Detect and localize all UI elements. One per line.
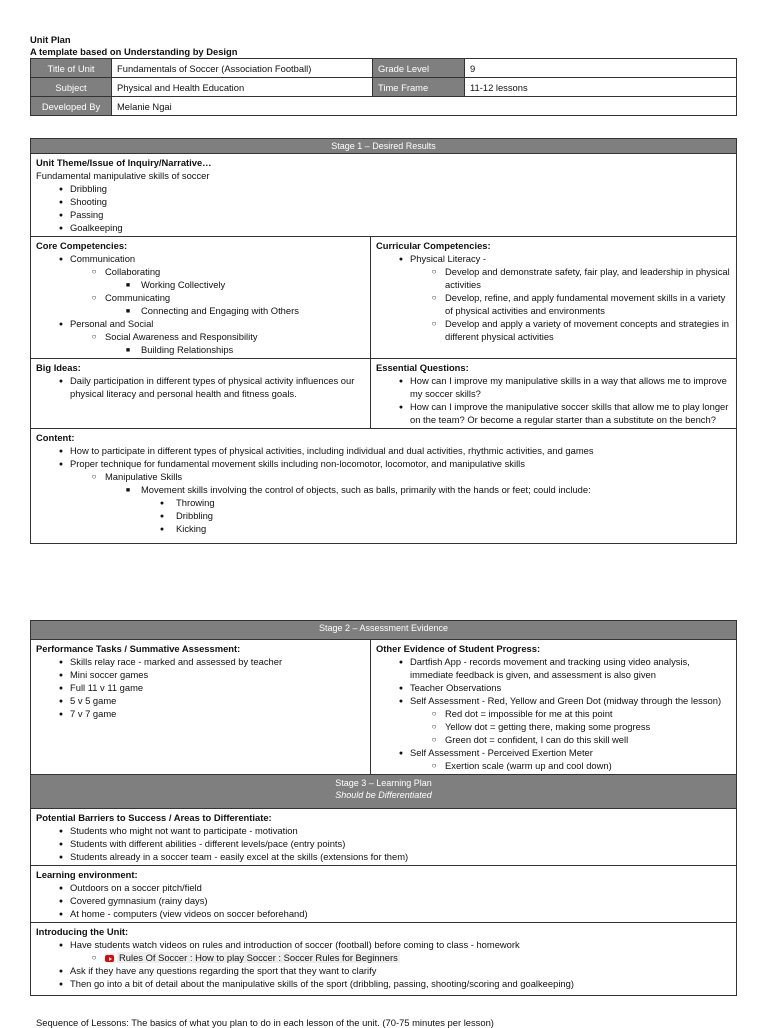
list-item: ● Then go into a bit of detail about the manipulative skills of the sport (dribbling, passing, shooting/scoring and goalkeeping) bbox=[36, 977, 731, 990]
introducing-unit-cell bbox=[31, 923, 737, 996]
youtube-icon bbox=[105, 955, 114, 962]
essential-questions-list bbox=[376, 374, 731, 426]
introducing-unit-heading: Introducing the Unit: bbox=[36, 926, 129, 937]
unit-theme-heading: Unit Theme/Issue of Inquiry/Narrative… bbox=[36, 157, 212, 168]
time-frame-value: 11-12 lessons bbox=[465, 78, 737, 97]
developed-by-label: Developed By bbox=[31, 97, 112, 116]
list-item: ● Physical Literacy - bbox=[376, 252, 731, 265]
stage3-subheader: Should be Differentiated bbox=[335, 790, 432, 800]
curricular-competencies-list bbox=[376, 252, 731, 343]
list-item: ● Personal and Social bbox=[36, 317, 365, 330]
big-ideas-heading: Big Ideas: bbox=[36, 362, 81, 373]
content-list bbox=[36, 444, 731, 535]
list-item: ● Daily participation in different types of physical activity influences our physical literacy and personal health and fitness goals. bbox=[36, 374, 365, 400]
list-item: ○ Develop, refine, and apply fundamental movement skills in a variety of physical activities and environments bbox=[376, 291, 731, 317]
list-item bbox=[36, 951, 731, 964]
curricular-competencies-cell bbox=[371, 237, 737, 359]
unit-theme-text: Fundamental manipulative skills of soccer bbox=[36, 170, 210, 181]
other-evidence-cell bbox=[371, 640, 737, 775]
doc-title: Unit Plan bbox=[30, 34, 71, 45]
list-item: ● Skills relay race - marked and assessed by teacher bbox=[36, 655, 365, 668]
list-item: ● How can I improve my manipulative skills in a way that allows me to improve my soccer skills? bbox=[376, 374, 731, 400]
developed-by-value: Melanie Ngai bbox=[112, 97, 737, 116]
performance-tasks-heading: Performance Tasks / Summative Assessment: bbox=[36, 643, 241, 654]
list-item: ● At home - computers (view videos on soccer beforehand) bbox=[36, 907, 731, 920]
list-item: ● Ask if they have any questions regarding the sport that they want to clarify bbox=[36, 964, 731, 977]
list-item: ● Dartfish App - records movement and tracking using video analysis, immediate feedback is given, and assessment is also given bbox=[376, 655, 731, 681]
subject-value: Physical and Health Education bbox=[112, 78, 373, 97]
stage1-table bbox=[30, 138, 737, 544]
list-item: ● Communication bbox=[36, 252, 365, 265]
list-item: ○ Manipulative Skills bbox=[36, 470, 731, 483]
learning-environment-cell bbox=[31, 866, 737, 923]
list-item: ● Self Assessment - Red, Yellow and Green Dot (midway through the lesson) bbox=[376, 694, 731, 707]
list-item: ○ Red dot = impossible for me at this point bbox=[376, 707, 731, 720]
list-item: ● Students with different abilities - different levels/pace (entry points) bbox=[36, 837, 731, 850]
essential-questions-cell bbox=[371, 359, 737, 429]
list-item: ■ Working Collectively bbox=[36, 278, 365, 291]
barriers-heading: Potential Barriers to Success / Areas to Differentiate: bbox=[36, 812, 272, 823]
list-item: ■ Connecting and Engaging with Others bbox=[36, 304, 365, 317]
unit-meta-table bbox=[30, 58, 737, 116]
performance-tasks-cell bbox=[31, 640, 371, 775]
grade-level-value: 9 bbox=[465, 59, 737, 78]
list-item: ○ Collaborating bbox=[36, 265, 365, 278]
list-item: ● Passing bbox=[36, 208, 731, 221]
list-item: ○ Communicating bbox=[36, 291, 365, 304]
other-evidence-heading: Other Evidence of Student Progress: bbox=[376, 643, 541, 654]
stage1-header: Stage 1 – Desired Results bbox=[31, 139, 737, 154]
list-item: ● Proper technique for fundamental movement skills including non-locomotor, locomotor, and manipulative skills bbox=[36, 457, 731, 470]
list-item: ● Shooting bbox=[36, 195, 731, 208]
essential-questions-heading: Essential Questions: bbox=[376, 362, 469, 373]
list-item: ● Kicking bbox=[36, 522, 731, 535]
title-of-unit-value: Fundamentals of Soccer (Association Football) bbox=[112, 59, 373, 78]
title-of-unit-label: Title of Unit bbox=[31, 59, 112, 78]
core-competencies-list bbox=[36, 252, 365, 356]
content-heading: Content: bbox=[36, 432, 75, 443]
unit-theme-section bbox=[31, 154, 737, 237]
barriers-cell bbox=[31, 809, 737, 866]
performance-tasks-list bbox=[36, 655, 365, 720]
curricular-competencies-heading: Curricular Competencies: bbox=[376, 240, 491, 251]
stage3-header: Stage 3 – Learning Plan bbox=[335, 778, 432, 788]
other-evidence-list bbox=[376, 655, 731, 772]
unit-plan-page bbox=[30, 34, 737, 996]
list-item: ■ Movement skills involving the control of objects, such as balls, primarily with the hands or feet; could include: bbox=[36, 483, 731, 496]
list-item: ○ Exertion scale (warm up and cool down) bbox=[376, 759, 731, 772]
list-item: ● Outdoors on a soccer pitch/field bbox=[36, 881, 731, 894]
list-item: ○ Yellow dot = getting there, making some progress bbox=[376, 720, 731, 733]
list-item: ● How can I improve the manipulative soccer skills that allow me to play longer on the team? Or become a regular starter than a substitute on the bench? bbox=[376, 400, 731, 426]
doc-subtitle: A template based on Understanding by Design bbox=[30, 46, 238, 57]
learning-environment-heading: Learning environment: bbox=[36, 869, 138, 880]
introducing-unit-list bbox=[36, 938, 731, 990]
stage2-header: Stage 2 – Assessment Evidence bbox=[31, 621, 737, 640]
big-ideas-list bbox=[36, 374, 365, 400]
stage3-header-cell bbox=[31, 775, 737, 809]
subject-label: Subject bbox=[31, 78, 112, 97]
unit-theme-list bbox=[36, 182, 731, 234]
content-cell bbox=[31, 429, 737, 544]
learning-environment-list bbox=[36, 881, 731, 920]
video-link[interactable]: Rules Of Soccer : How to play Soccer : Soccer Rules for Beginners bbox=[119, 952, 398, 963]
list-item: ○ Develop and apply a variety of movement concepts and strategies in different physical activities bbox=[376, 317, 731, 343]
list-item: ● 7 v 7 game bbox=[36, 707, 365, 720]
list-item: ● Dribbling bbox=[36, 509, 731, 522]
list-item: ● Covered gymnasium (rainy days) bbox=[36, 894, 731, 907]
list-item: ○ Green dot = confident, I can do this skill well bbox=[376, 733, 731, 746]
list-item: ● Self Assessment - Perceived Exertion Meter bbox=[376, 746, 731, 759]
big-ideas-cell bbox=[31, 359, 371, 429]
list-item: ○ Develop and demonstrate safety, fair play, and leadership in physical activities bbox=[376, 265, 731, 291]
list-item: ● Students who might not want to participate - motivation bbox=[36, 824, 731, 837]
list-item: ■ Building Relationships bbox=[36, 343, 365, 356]
list-item: ● Teacher Observations bbox=[376, 681, 731, 694]
list-item: ● Mini soccer games bbox=[36, 668, 365, 681]
list-item: ● 5 v 5 game bbox=[36, 694, 365, 707]
core-competencies-cell bbox=[31, 237, 371, 359]
barriers-list bbox=[36, 824, 731, 863]
list-item: ● Goalkeeping bbox=[36, 221, 731, 234]
list-item: ● Full 11 v 11 game bbox=[36, 681, 365, 694]
list-item: ● Dribbling bbox=[36, 182, 731, 195]
sequence-of-lessons-text: Sequence of Lessons: The basics of what you plan to do in each lesson of the unit. (70-75 minutes per lesson) bbox=[36, 1017, 494, 1028]
core-competencies-heading: Core Competencies: bbox=[36, 240, 128, 251]
stage2-table bbox=[30, 620, 737, 996]
list-item: ● Throwing bbox=[36, 496, 731, 509]
time-frame-label: Time Frame bbox=[373, 78, 465, 97]
list-item: ● Students already in a soccer team - easily excel at the skills (extensions for them) bbox=[36, 850, 731, 863]
list-item: ○ Social Awareness and Responsibility bbox=[36, 330, 365, 343]
grade-level-label: Grade Level bbox=[373, 59, 465, 78]
list-item: ● How to participate in different types of physical activities, including individual and dual activities, rhythmic activities, and games bbox=[36, 444, 731, 457]
list-item: ● Have students watch videos on rules and introduction of soccer (football) before coming to class - homework bbox=[36, 938, 731, 951]
